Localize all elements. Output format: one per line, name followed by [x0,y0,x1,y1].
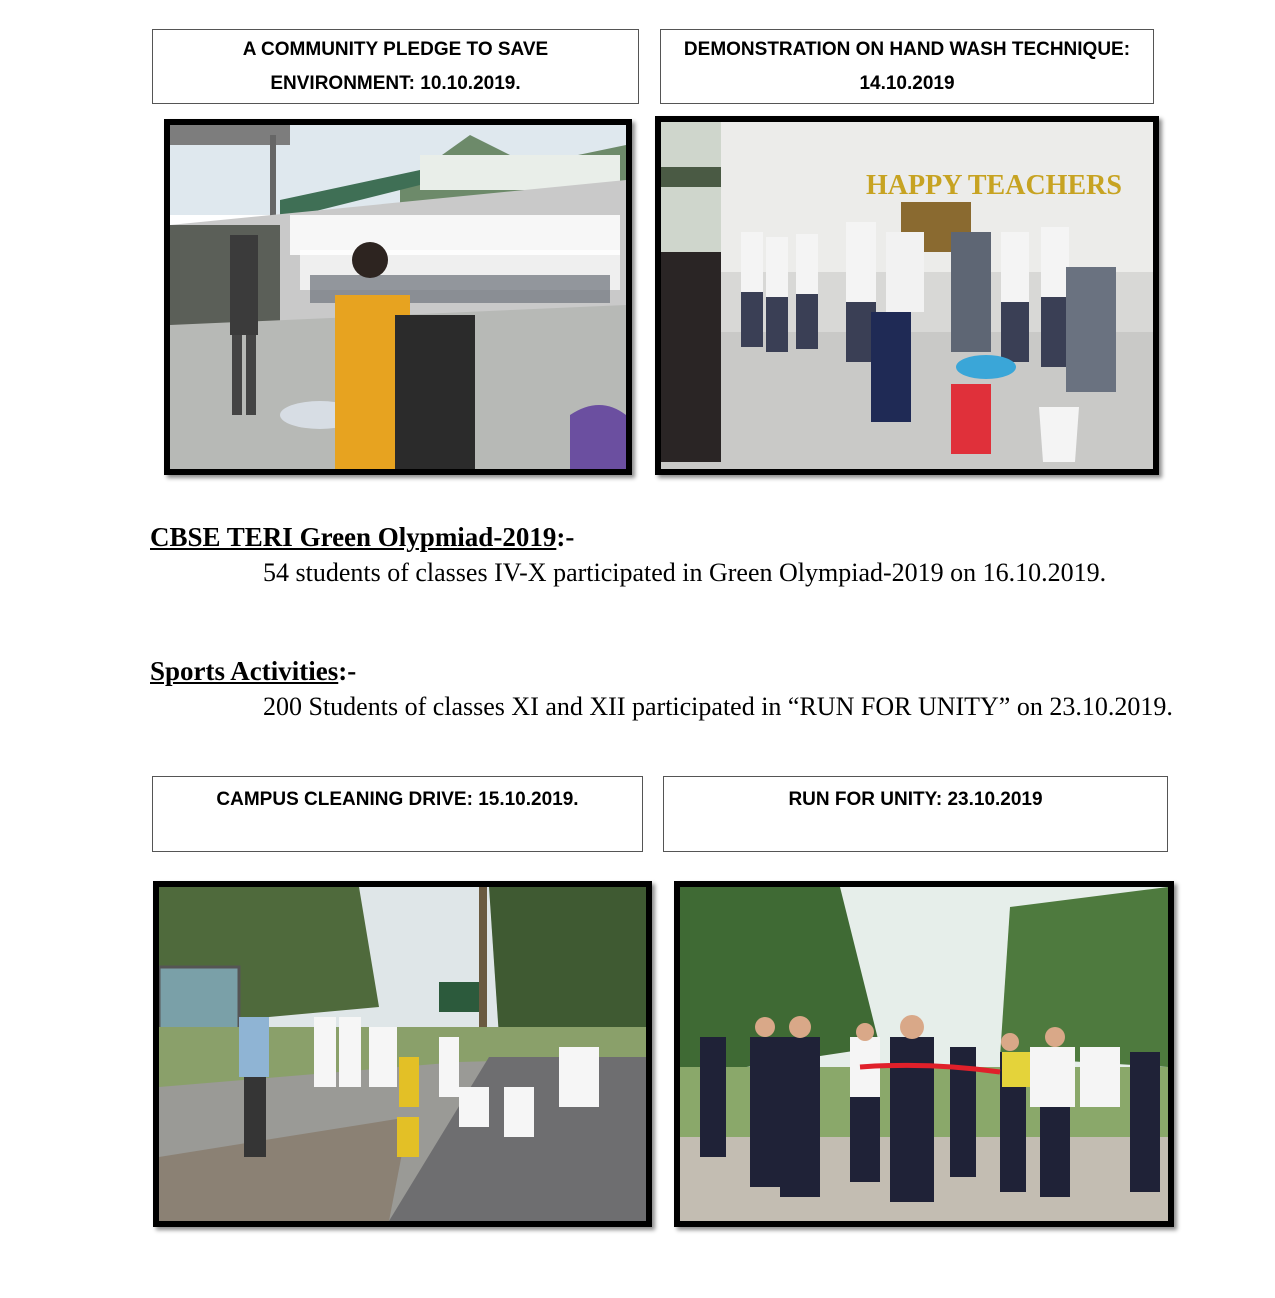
olympiad-heading-suffix: :- [556,522,575,552]
sports-heading-suffix: :- [338,656,357,686]
caption-pledge-line1: A COMMUNITY PLEDGE TO SAVE [242,39,549,60]
caption-run [663,776,1168,852]
olympiad-heading [150,522,574,553]
sports-heading [150,656,356,687]
photo-run-for-unity [674,881,1174,1227]
happy-teachers-banner: HAPPY TEACHERS [866,170,1122,201]
sports-text: 200 Students of classes XI and XII participated in “RUN FOR UNITY” on 23.10.2019. [263,692,1173,721]
caption-handwash [660,29,1154,104]
caption-pledge-line2: ENVIRONMENT: 10.10.2019. [270,73,521,94]
caption-handwash-line2: 14.10.2019 [859,73,955,94]
caption-cleaning [152,776,643,852]
caption-pledge [152,29,639,104]
caption-run-line1: RUN FOR UNITY: 23.10.2019 [788,789,1043,810]
caption-handwash-line1: DEMONSTRATION ON HAND WASH TECHNIQUE: [683,39,1131,60]
photo-hand-wash [655,116,1159,475]
photo-community-pledge [164,119,632,475]
caption-cleaning-line1: CAMPUS CLEANING DRIVE: 15.10.2019. [216,789,579,810]
olympiad-heading-title: CBSE TERI Green Olypmiad-2019 [150,522,557,552]
olympiad-text: 54 students of classes IV-X participated in Green Olympiad-2019 on 16.10.2019. [263,558,1107,587]
sports-heading-title: Sports Activities [150,656,339,686]
photo-cleaning-drive [153,881,652,1227]
